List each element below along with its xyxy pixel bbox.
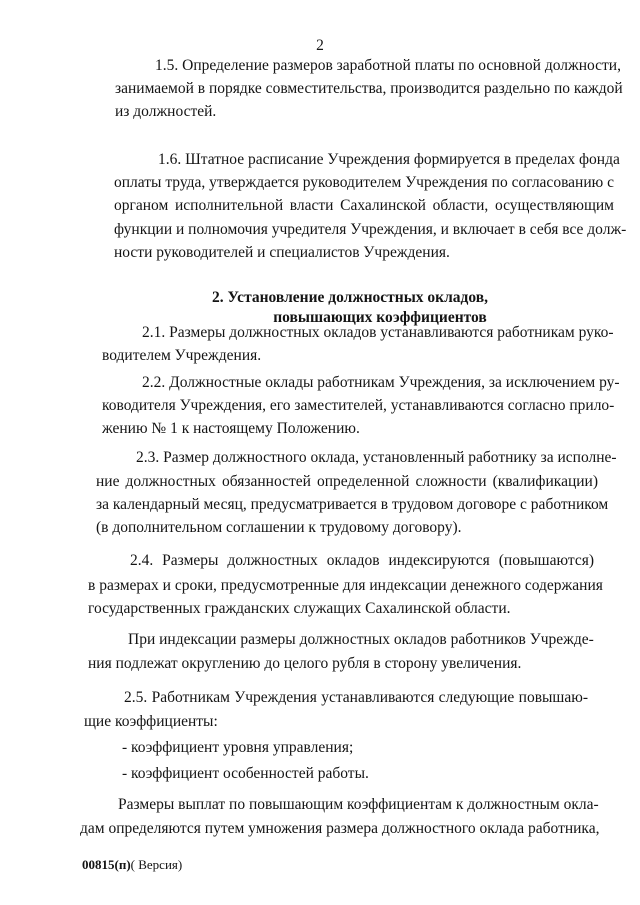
- bullet-item: - коэффициент особенностей работы.: [122, 765, 369, 782]
- paragraph-2-3-line: (в дополнительном соглашении к трудовому договору).: [96, 519, 462, 536]
- paragraph-2-3-line: за календарный месяц, предусматривается в трудовом договоре с работником: [96, 496, 609, 513]
- footer-document-code: 00815(п): [82, 857, 131, 872]
- section-2-title: повышающих коэффициентов: [273, 309, 487, 326]
- paragraph-1-6-line: ности руководителей и специалистов Учреждения.: [114, 244, 450, 261]
- paragraph-2-3-line: ние должностных обязанностей определенной сложности (квалификации): [96, 473, 598, 490]
- paragraph-2-4-line: государственных гражданских служащих Сахалинской области.: [88, 600, 511, 617]
- paragraph-1-5-line: из должностей.: [115, 103, 217, 120]
- page-number: 2: [316, 37, 324, 54]
- bullet-item: - коэффициент уровня управления;: [122, 739, 354, 756]
- paragraph-2-2-line: 2.2. Должностные оклады работникам Учреждения, за исключением ру-: [142, 374, 620, 391]
- paragraph-2-5-line: 2.5. Работникам Учреждения устанавливаются следующие повышаю-: [124, 689, 588, 706]
- section-2-title: 2. Установление должностных окладов,: [211, 289, 489, 306]
- paragraph-2-4-line: в размерах и сроки, предусмотренные для индексации денежного содержания: [88, 577, 603, 594]
- paragraph-2-2-line: жению № 1 к настоящему Положению.: [102, 420, 360, 437]
- paragraph-1-6-line: 1.6. Штатное расписание Учреждения формируется в пределах фонда: [158, 151, 620, 168]
- paragraph-1-5-line: 1.5. Определение размеров заработной платы по основной должности,: [155, 57, 621, 74]
- paragraph-1-5-line: занимаемой в порядке совместительства, производится раздельно по каждой: [115, 80, 623, 97]
- paragraph-1-6-line: органом исполнительной власти Сахалинской области, осуществляющим: [114, 197, 614, 214]
- footer-version: [82, 855, 182, 875]
- paragraph-2-3-line: 2.3. Размер должностного оклада, установленный работнику за исполне-: [136, 449, 617, 466]
- paragraph-2-5-line: щие коэффициенты:: [84, 713, 218, 730]
- paragraph-2-2-line: ководителя Учреждения, его заместителей, устанавливаются согласно прило-: [102, 397, 615, 414]
- paragraph-1-6-line: функции и полномочия учредителя Учреждения, и включает в себя все долж-: [114, 221, 627, 238]
- paragraph-2-1-line: 2.1. Размеры должностных окладов устанавливаются работникам руко-: [142, 324, 614, 341]
- paragraph-2-4-line: 2.4. Размеры должностных окладов индексируются (повышаются): [130, 552, 594, 569]
- footer-version-label: ( Версия): [130, 857, 183, 872]
- paragraph-2-4b-line: При индексации размеры должностных окладов работников Учрежде-: [128, 631, 594, 648]
- paragraph-last-line: Размеры выплат по повышающим коэффициентам к должностным окла-: [118, 796, 599, 813]
- paragraph-2-1-line: водителем Учреждения.: [102, 347, 262, 364]
- paragraph-2-4b-line: ния подлежат округлению до целого рубля в сторону увеличения.: [88, 655, 522, 672]
- paragraph-1-6-line: оплаты труда, утверждается руководителем Учреждения по согласованию с: [114, 174, 614, 191]
- paragraph-last-line: дам определяются путем умножения размера должностного оклада работника,: [80, 820, 600, 837]
